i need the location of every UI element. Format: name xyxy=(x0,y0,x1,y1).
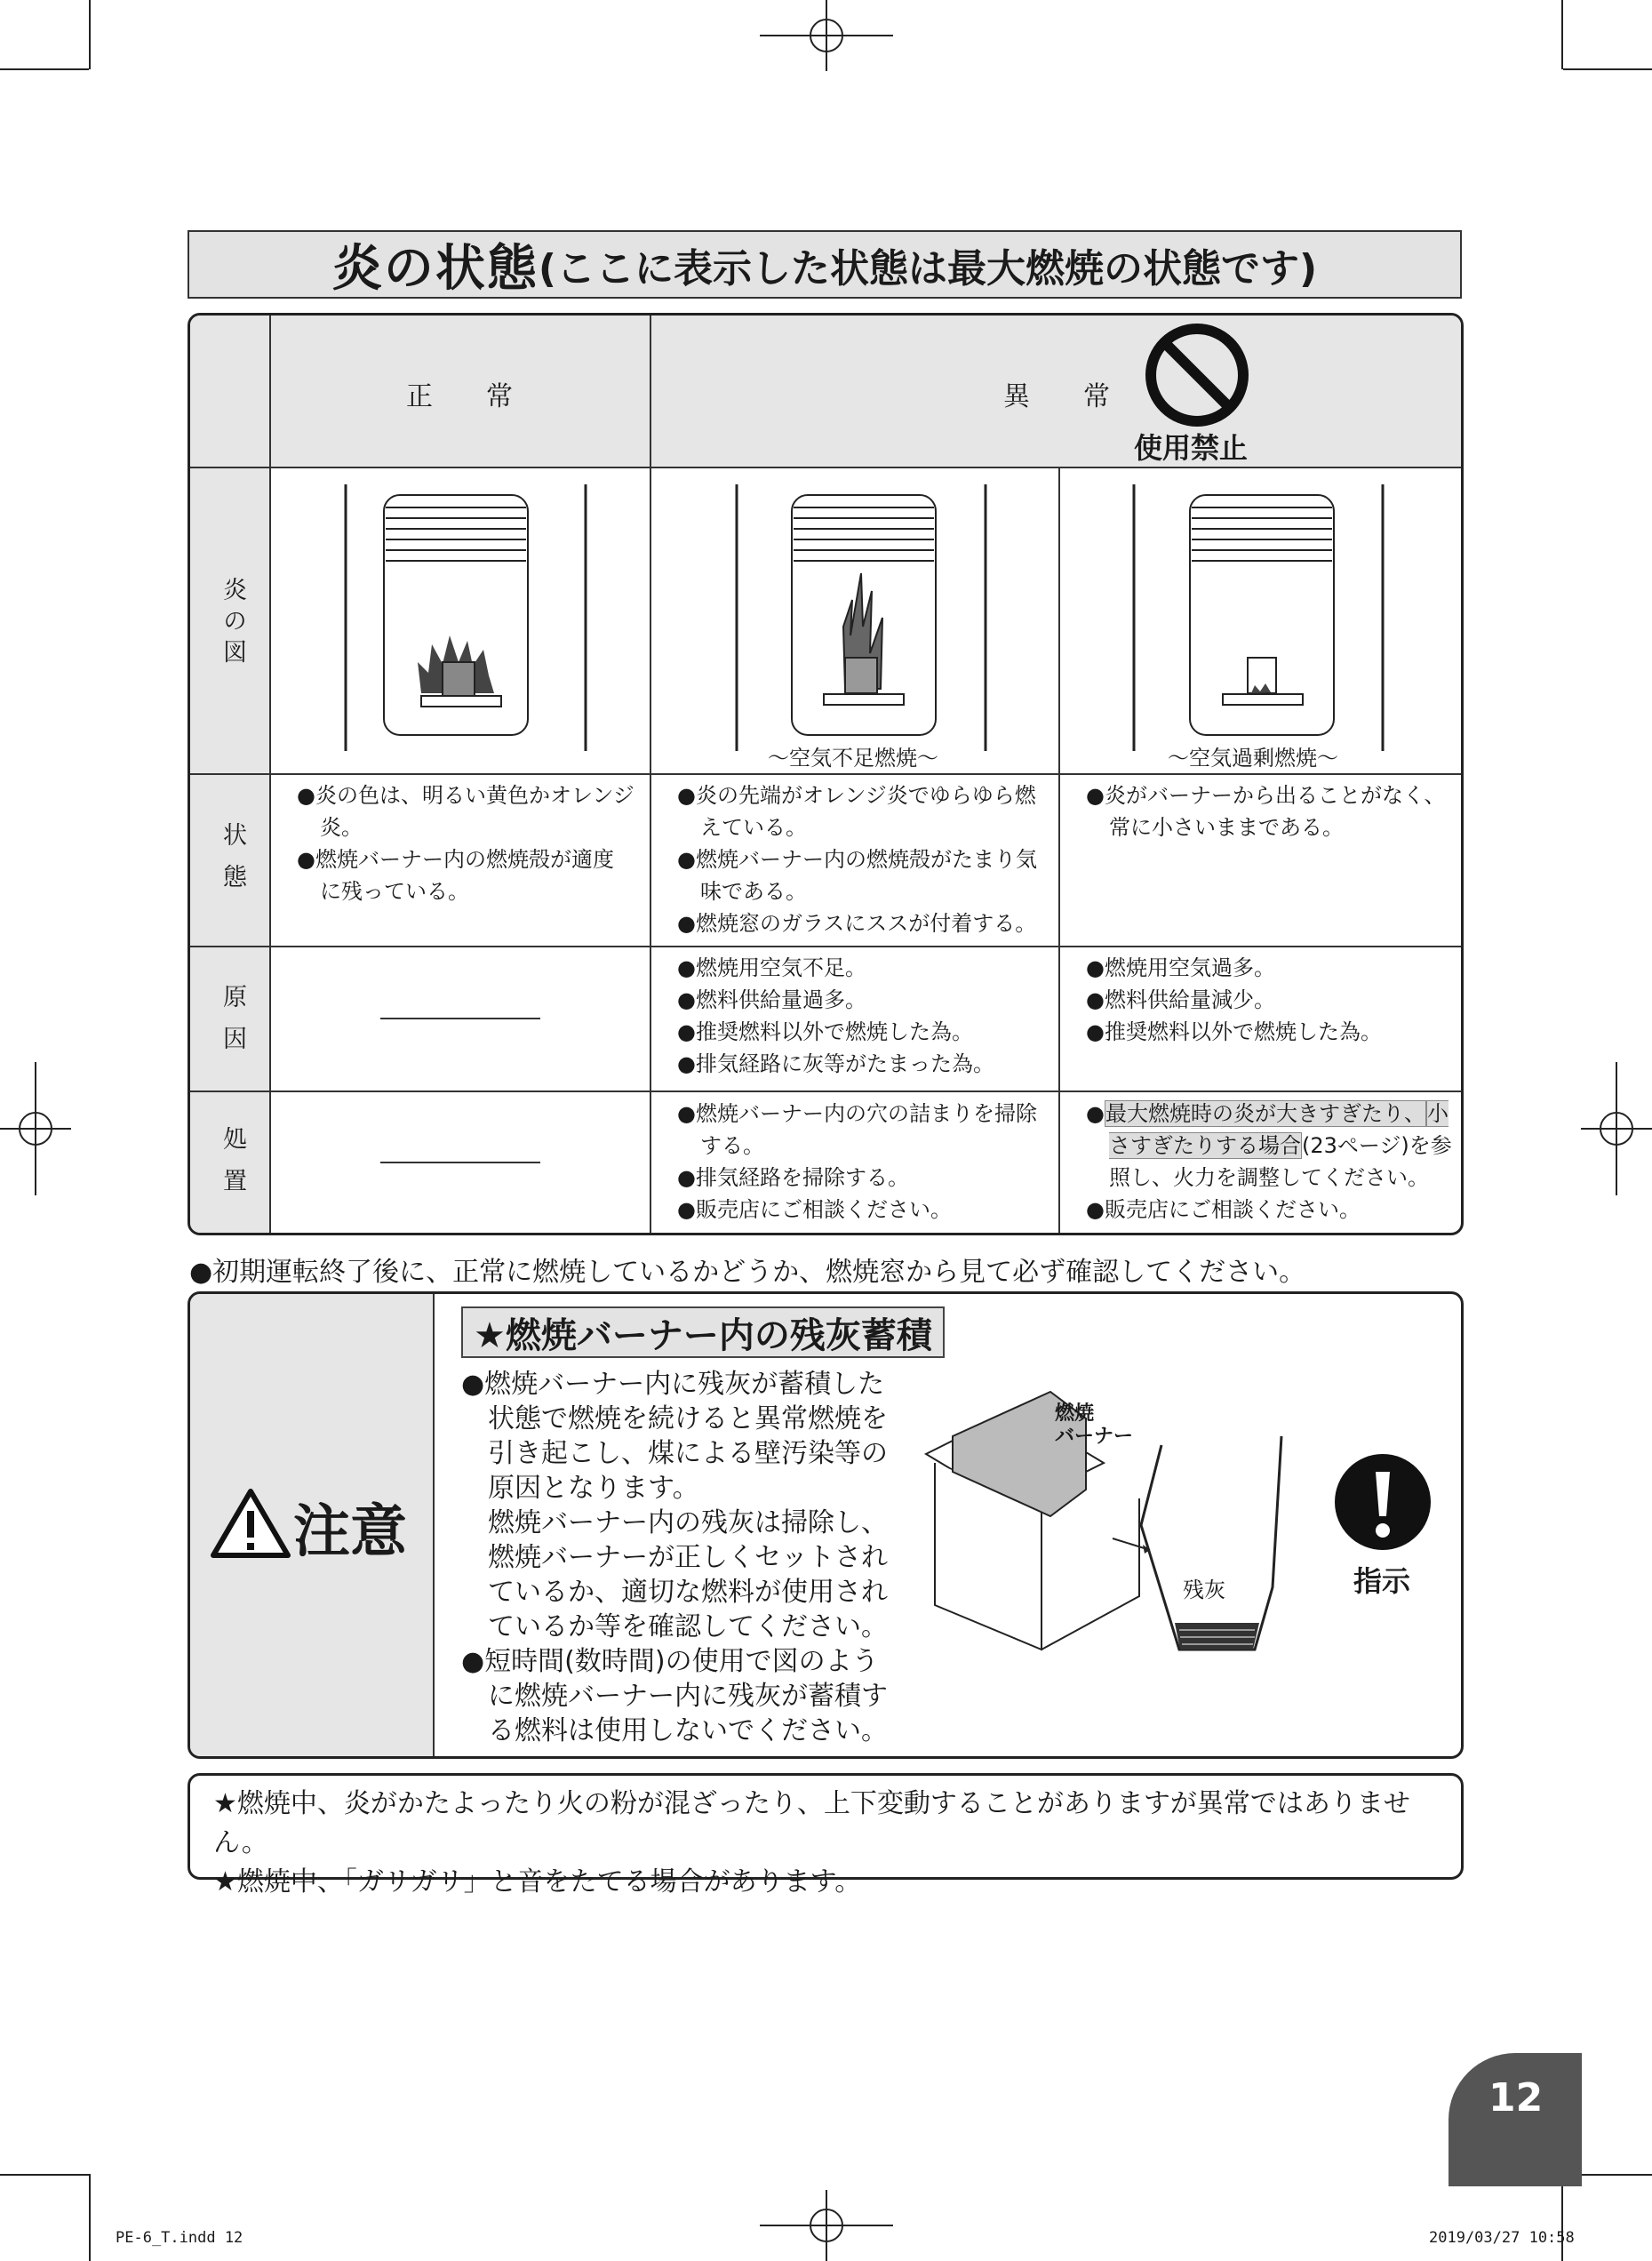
crop-mark xyxy=(89,2174,91,2261)
registration-mark xyxy=(760,2190,893,2261)
caution-label: 注意 xyxy=(293,1499,407,1565)
bottom-notes-box xyxy=(188,1773,1464,1897)
crop-mark xyxy=(89,0,91,69)
title-sub: (ここに表示した状態は最大燃焼の状態です) xyxy=(538,245,1318,292)
title-main: 炎の状態 xyxy=(331,239,539,298)
caution-body xyxy=(461,1367,897,1748)
empty-cell-dash xyxy=(380,1018,540,1019)
list-item: ●燃焼バーナー内の穴の詰まりを掃除する。 xyxy=(677,1101,1037,1158)
caption-air-shortage: ～空気不足燃焼～ xyxy=(768,746,938,771)
caution-heading: ★燃焼バーナー内の残灰蓄積 xyxy=(461,1306,945,1358)
section-title xyxy=(188,230,1462,299)
shortage-cause-cell xyxy=(677,952,1050,1080)
list-item: ●炎がバーナーから出ることがなく、常に小さいままである。 xyxy=(1086,783,1446,840)
list-item: ●最大燃焼時の炎が大きすぎたり、小さすぎたりする場合(23ページ)を参照し、火力を調整してください。 xyxy=(1086,1101,1452,1190)
footer-timestamp: 2019/03/27 10:58 xyxy=(1429,2229,1575,2247)
header-normal: 正常 xyxy=(406,381,566,412)
excess-cause-cell xyxy=(1086,952,1459,1048)
caption-air-excess: ～空気過剰燃焼～ xyxy=(1168,746,1338,771)
row-label-cause: 原因 xyxy=(219,984,246,1067)
crop-mark xyxy=(1561,0,1563,69)
flame-state-table xyxy=(188,313,1464,1235)
row-label-remedy: 処置 xyxy=(219,1126,246,1210)
registration-mark xyxy=(760,0,893,71)
row-label-state: 状態 xyxy=(219,822,246,906)
air-excess-flame-illustration xyxy=(1105,475,1408,760)
list-item: ●販売店にご相談ください。 xyxy=(677,1197,952,1222)
excess-remedy-cell xyxy=(1086,1098,1459,1226)
crop-mark xyxy=(0,2174,89,2176)
prohibited-icon xyxy=(1141,319,1253,431)
air-shortage-flame-illustration xyxy=(710,475,1012,760)
crop-mark xyxy=(1561,2174,1563,2261)
caution-paragraph: ●燃焼バーナー内に残灰が蓄積した状態で燃焼を続けると異常燃焼を引き起こし、煤による壁汚染等の原因となります。 xyxy=(461,1369,888,1504)
initial-check-note: ●初期運転終了後に、正常に燃焼しているかどうか、燃焼窓から見て必ず確認してください。 xyxy=(189,1257,1306,1288)
normal-state-cell xyxy=(297,779,634,907)
footer-file: PE-6_T.indd 12 xyxy=(116,2229,243,2247)
list-item: ●燃焼用空気不足。 xyxy=(677,955,866,980)
bottom-note: ★燃焼中、「ガリガリ」と音をたてる場合があります。 xyxy=(213,1866,862,1897)
crop-mark xyxy=(0,68,89,70)
row-label-flame-figure: 炎の図 xyxy=(219,577,246,670)
list-item: ●推奨燃料以外で燃焼した為。 xyxy=(677,1019,973,1044)
page-reference-link: 最大燃焼時の炎が大きすぎたり、 xyxy=(1105,1101,1425,1126)
list-item: ●炎の色は、明るい黄色かオレンジ炎。 xyxy=(297,783,634,840)
list-item: ●燃料供給量過多。 xyxy=(677,987,866,1012)
instruction-icon xyxy=(1333,1452,1433,1552)
caution-paragraph: ●短時間(数時間)の使用で図のように燃焼バーナー内に残灰が蓄積する燃料は使用しないでください。 xyxy=(461,1646,888,1746)
diagram-label-burner: 燃焼 バーナー xyxy=(1055,1402,1134,1448)
list-item: ●燃焼バーナー内の燃焼殻がたまり気味である。 xyxy=(677,847,1037,904)
empty-cell-dash xyxy=(380,1162,540,1163)
list-item: ●販売店にご相談ください。 xyxy=(1086,1197,1361,1222)
page-reference-link: 小さすぎたりする場合 xyxy=(1109,1101,1448,1158)
prohibited-label: 使用禁止 xyxy=(1134,431,1249,465)
shortage-state-cell xyxy=(677,779,1050,939)
list-item: ●燃焼用空気過多。 xyxy=(1086,955,1275,980)
diagram-label-ash: 残灰 xyxy=(1183,1578,1225,1602)
excess-state-cell xyxy=(1086,779,1459,843)
normal-flame-illustration xyxy=(332,475,599,760)
page-number: 12 xyxy=(1488,2075,1544,2121)
instruction-label: 指示 xyxy=(1353,1564,1411,1598)
warning-icon xyxy=(210,1486,291,1559)
list-item: ●排気経路に灰等がたまった為。 xyxy=(677,1051,994,1076)
registration-mark xyxy=(0,1062,71,1195)
bottom-note: ★燃焼中、炎がかたよったり火の粉が混ざったり、上下変動することがありますが異常ではありません。 xyxy=(213,1788,1410,1858)
caution-box xyxy=(188,1291,1464,1759)
list-item: ●燃焼バーナー内の燃焼殻が適度に残っている。 xyxy=(297,847,614,904)
registration-mark xyxy=(1581,1062,1652,1195)
caution-label-panel xyxy=(190,1294,435,1756)
list-item: ●燃焼窓のガラスにススが付着する。 xyxy=(677,911,1037,936)
caution-paragraph: 燃焼バーナー内の残灰は掃除し、燃焼バーナーが正しくセットされているか、適切な燃料が使用されているか等を確認してください。 xyxy=(488,1507,888,1642)
list-item: ●炎の先端がオレンジ炎でゆらゆら燃えている。 xyxy=(677,783,1036,840)
crop-mark xyxy=(1563,68,1652,70)
shortage-remedy-cell xyxy=(677,1098,1050,1226)
header-abnormal: 異常 xyxy=(1003,381,1163,412)
list-item: ●排気経路を掃除する。 xyxy=(677,1165,909,1190)
list-item: ●燃料供給量減少。 xyxy=(1086,987,1275,1012)
list-item: ●推奨燃料以外で燃焼した為。 xyxy=(1086,1019,1382,1044)
